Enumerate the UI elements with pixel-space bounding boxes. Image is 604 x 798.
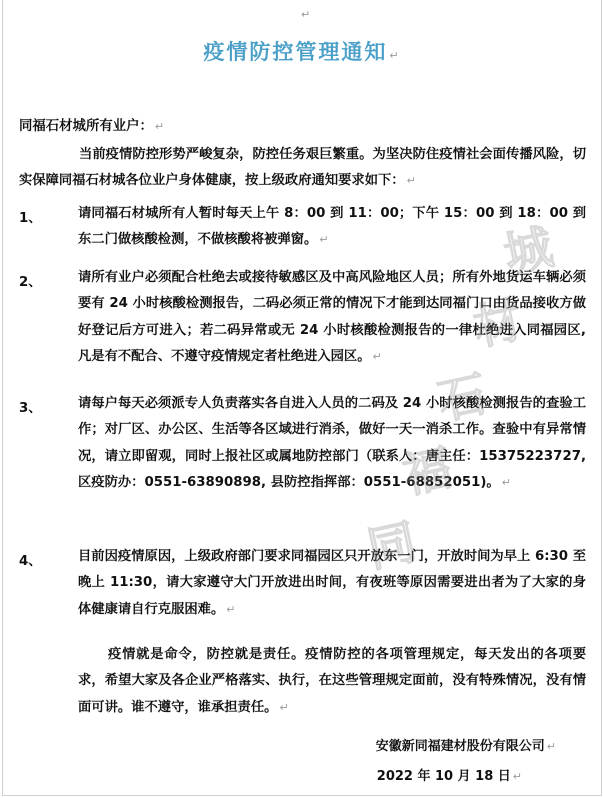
watermark-char: 石 <box>433 365 492 431</box>
paragraph-mark: ↵ <box>546 740 556 753</box>
company-text: 安徽新同福建材股份有限公司 <box>375 739 545 754</box>
list-item <box>78 265 586 370</box>
paragraph-mark: ↵ <box>319 233 329 247</box>
date-text: 2022 年 10 月 18 日 <box>376 769 511 784</box>
item-number: 1、 <box>19 211 42 226</box>
item-text: 目前因疫情原因，上级政府部门要求同福园区只开放东一门，开放时间为早上 6:30 至晚上 11:30，请大家遵守大门开放进出时间，有夜班等原因需要进出者为了大家的身体健康请自行克服困难。 <box>78 549 586 617</box>
intro-text: 当前疫情防控形势严峻复杂，防控任务艰巨繁重。为坚决防住疫情社会面传播风险，切实保障同福石材城各位业户身体健康，按上级政府通知要求如下： <box>19 147 586 189</box>
item-number: 3、 <box>19 401 42 416</box>
closing-text: 疫情就是命令，防控就是责任。疫情防控的各项管理规定，每天发出的各项要求，希望大家及各企业严格落实、执行，在这些管理规定面前，没有特殊情况，没有情面可讲。谁不遵守，谁承担责任。 <box>78 647 586 715</box>
signature-company <box>376 735 556 754</box>
notice-title-text: 疫情防控管理通知 <box>203 40 388 64</box>
paragraph-mark: ↵ <box>372 349 382 363</box>
intro-paragraph <box>19 142 586 195</box>
watermark-char: 材 <box>468 291 528 357</box>
item-text: 请每户每天必须派专人负责落实各自进入人员的二码及 24 小时核酸检测报告的查验工作；对厂区、办公区、生活等各区域进行消杀，做好一天一消杀工作。查验中有异常情况，请立即留观，同时上报社区或属地防控部门（联系人：唐主任：15375223727, 区疫防办：0551-63890898, 县防控指挥部：0551-68852051)。 <box>78 396 586 490</box>
paragraph-mark: ↵ <box>389 49 401 62</box>
salutation-text: 同福石材城所有业户： <box>19 119 153 134</box>
salutation <box>19 115 164 134</box>
paragraph-mark: ↵ <box>301 8 311 21</box>
watermark-char: 城 <box>499 219 558 284</box>
paragraph-mark: ↵ <box>512 770 522 783</box>
paragraph-mark: ↵ <box>279 700 289 714</box>
watermark-char: 同 <box>362 513 422 579</box>
signature-date <box>377 765 522 784</box>
list-item <box>78 201 586 254</box>
item-text: 请同福石材城所有人暂时每天上午 8：00 到 11：00；下午 15：00 到 18：00 到东二门做核酸检测，不做核酸将被弹窗。 <box>78 206 586 248</box>
item-number: 2、 <box>19 275 42 290</box>
list-item <box>78 391 586 496</box>
paragraph-mark: ↵ <box>406 174 416 188</box>
paragraph-mark: ↵ <box>501 475 511 489</box>
item-number: 4、 <box>19 554 42 569</box>
paragraph-mark: ↵ <box>154 120 165 133</box>
notice-title <box>0 36 604 66</box>
closing-paragraph <box>78 642 586 721</box>
list-item <box>78 544 586 623</box>
watermark-char: 福 <box>397 439 457 505</box>
paragraph-mark: ↵ <box>226 602 236 616</box>
item-text: 请所有业户必须配合杜绝去或接待敏感区及中高风险地区人员；所有外地货运车辆必须要有 24 小时核酸检测报告，二码必须正常的情况下才能到达同福门口由货品接收方做好登记后方可进入；若二码异常或无 24 小时核酸检测报告的一律杜绝进入同福园区,凡是有不配合、不遵守疫情规定者杜绝进入园区。 <box>78 270 586 364</box>
